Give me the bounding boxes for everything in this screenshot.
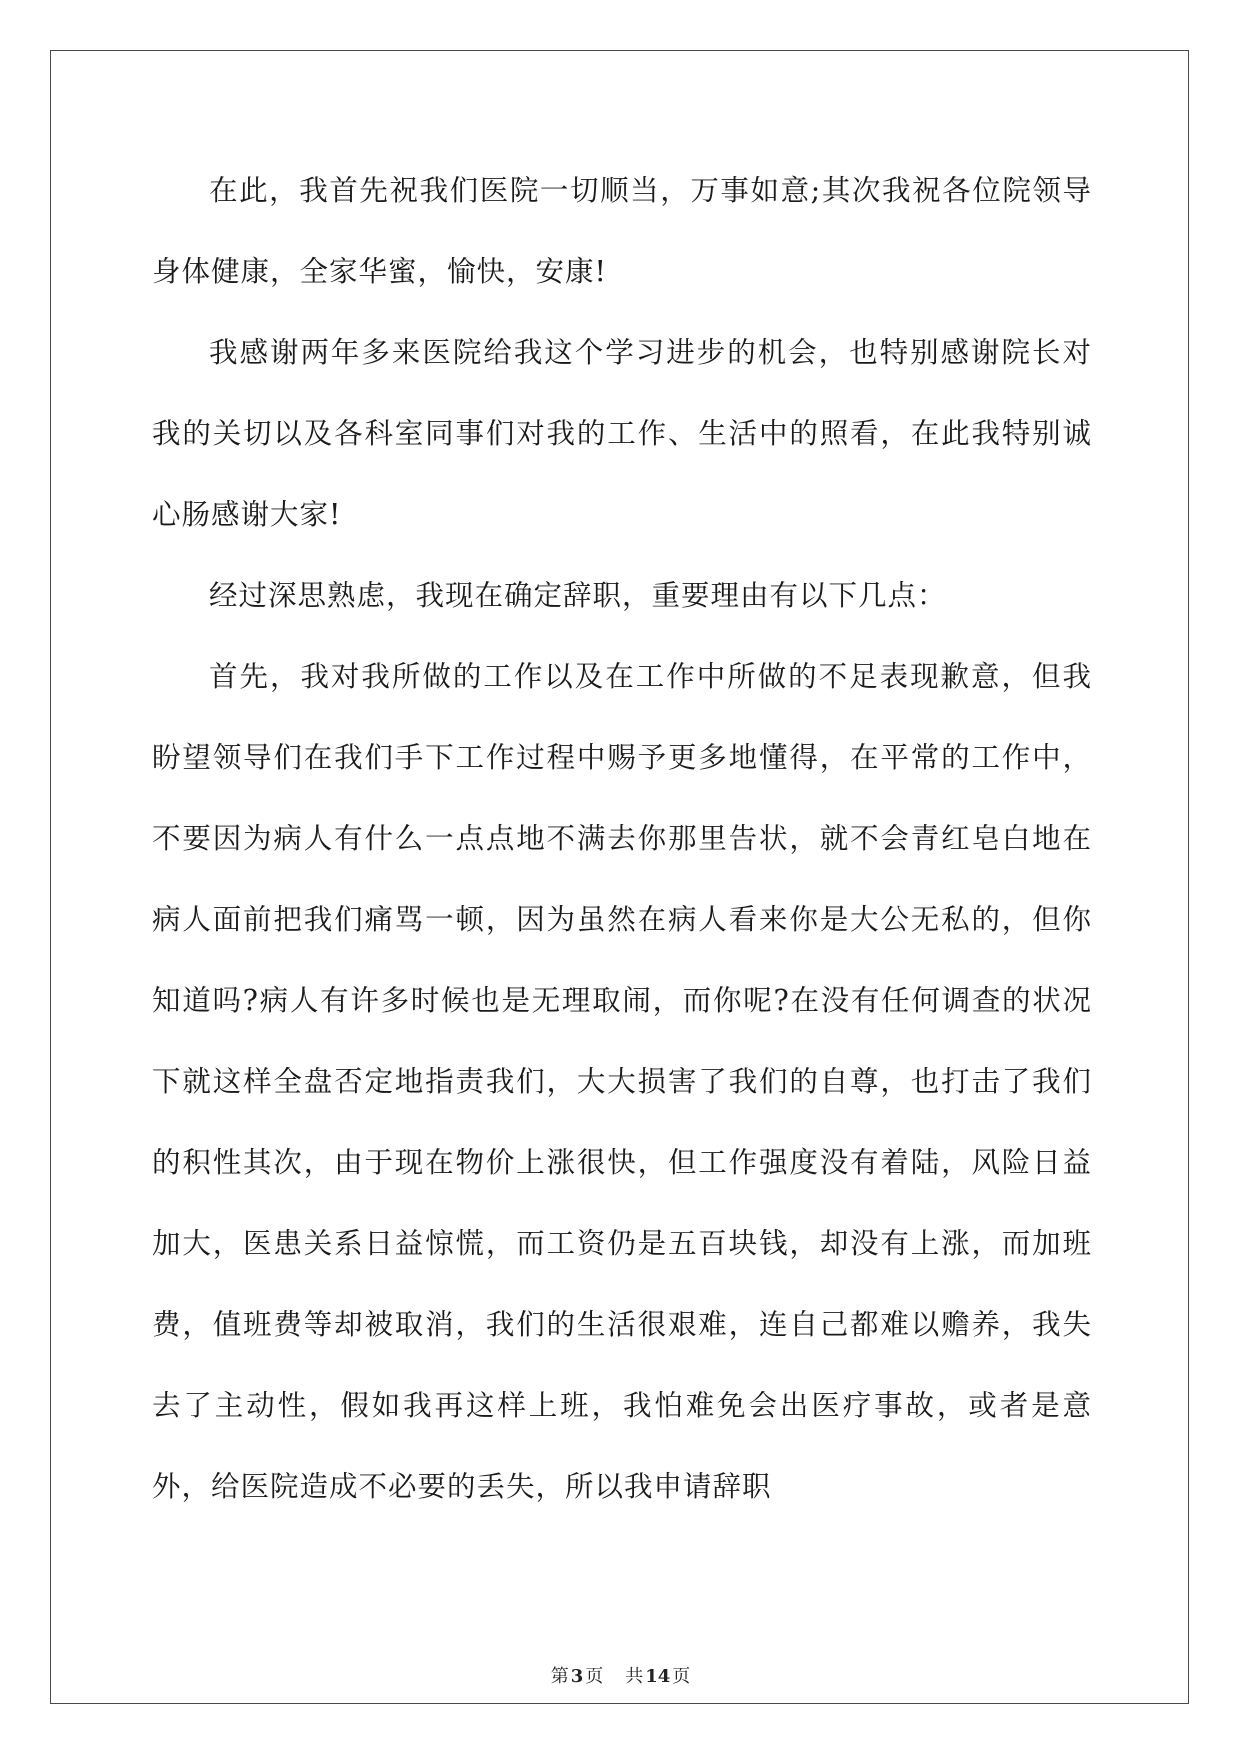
paragraph-greeting: 在此，我首先祝我们医院一切顺当，万事如意;其次我祝各位院领导身体健康，全家华蜜，愉快，安康! — [152, 174, 1092, 288]
page-prefix: 第 — [550, 1666, 569, 1687]
paragraph-reasons: 首先，我对我所做的工作以及在工作中所做的不足表现歉意，但我盼望领导们在我们手下工作过程中赐予更多地懂得，在平常的工作中，不要因为病人有什么一点点地不满去你那里告状，就不会青红皂白地在病人面前把我们痛骂一顿，因为虽然在病人看来你是大公无私的，但你知道吗?病人有许多时候也是无理取闹，而你呢?在没有任何调查的状况下就这样全盘否定地指责我们，大大损害了我们的自尊，也打击了我们的积性其次，由于现在物价上涨很快，但工作强度没有着陆，风险日益加大，医患关系日益惊慌，而工资仍是五百块钱，却没有上涨，而加班费，值班费等却被取消，我们的生活很艰难，连自己都难以赡养，我失去了主动性，假如我再这样上班，我怕难免会出医疗事故，或者是意外，给医院造成不必要的丢失，所以我申请辞职 — [152, 660, 1092, 1503]
page-suffix: 页 — [585, 1666, 604, 1687]
page-number: 3 — [570, 1666, 584, 1687]
total-pages: 14 — [645, 1666, 671, 1687]
paragraph-decision: 经过深思熟虑，我现在确定辞职，重要理由有以下几点： — [209, 579, 947, 612]
page-footer — [0, 1666, 1241, 1688]
document-body — [152, 150, 1092, 1527]
total-suffix: 页 — [672, 1666, 691, 1687]
paragraph-thanks: 我感谢两年多来医院给我这个学习进步的机会，也特别感谢院长对我的关切以及各科室同事们对我的工作、生活中的照看，在此我特别诚心肠感谢大家! — [152, 336, 1092, 531]
total-prefix: 共 — [625, 1666, 644, 1687]
